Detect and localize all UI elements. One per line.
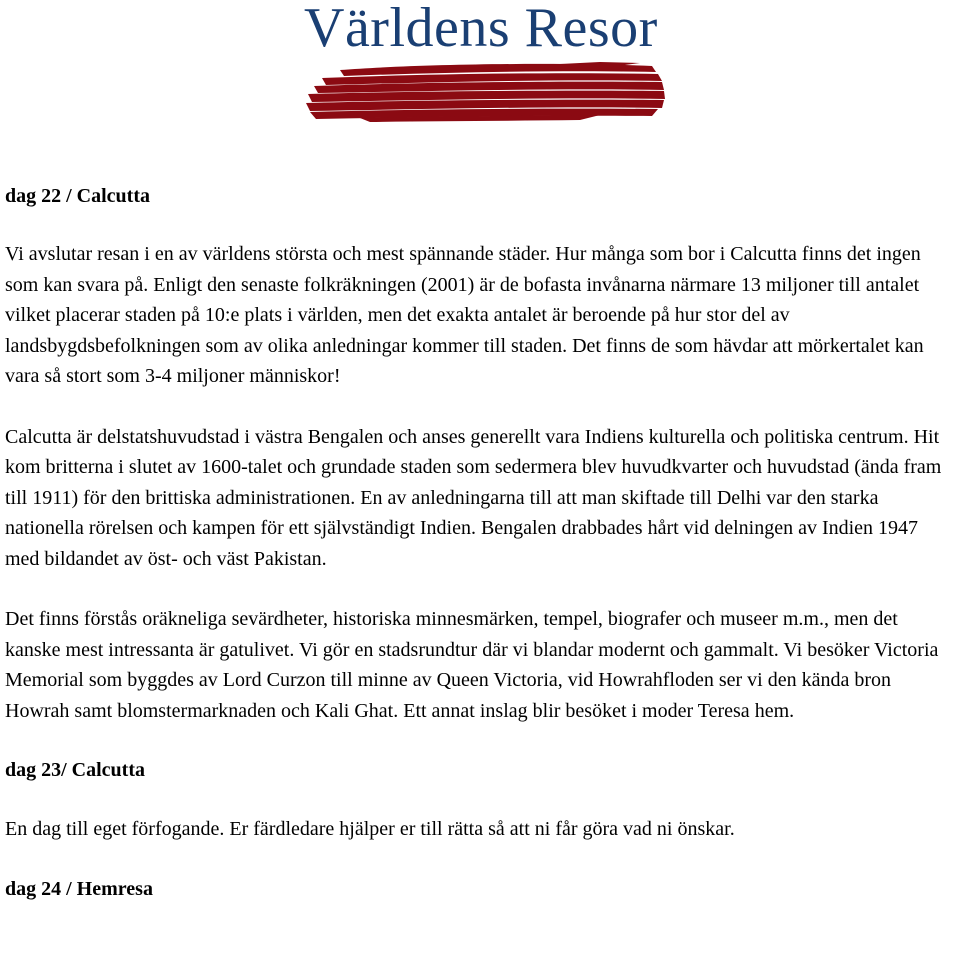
- brand-logo: [300, 0, 670, 125]
- brush-stroke-graphic: [300, 62, 670, 122]
- paragraph: Vi avslutar resan i en av världens största och mest spännande städer. Hur många som bor i Calcutta finns det ingen som kan svara på. Enligt den senaste folkräkningen (2001) är de bofasta invånarna närmare 13 miljoner till antalet vilket placerar staden på 10:e plats i världen, men det exakta antalet är beroende på hur stor del av landsbygdsbefolkningen som av olika anledningar kommer till staden. Det finns de som hävdar att mörkertalet kan vara så stort som 3-4 miljoner människor!: [5, 243, 924, 387]
- day-heading: dag 24 / Hemresa: [5, 877, 153, 900]
- day-heading: dag 23/ Calcutta: [5, 759, 145, 781]
- day-section: [5, 182, 957, 726]
- itinerary-content: [5, 182, 957, 904]
- day-section: [5, 756, 957, 845]
- paragraph: En dag till eget förfogande. Er färdledare hjälper er till rätta så att ni får göra vad ni önskar.: [5, 818, 735, 840]
- day-heading: dag 22 / Calcutta: [5, 185, 150, 207]
- day-section: [5, 875, 957, 904]
- paragraph: Det finns förstås oräkneliga sevärdheter, historiska minnesmärken, tempel, biografer och museer m.m., men det kanske mest intressanta är gatulivet. Vi gör en stadsrundtur där vi blandar modernt och gammalt. Vi besöker Victoria Memorial som byggdes av Lord Curzon till minne av Queen Victoria, vid Howrahfloden ser vi den kända bron Howrah samt blomstermarknaden och Kali Ghat. Ett annat inslag blir besöket i moder Teresa hem.: [5, 608, 939, 722]
- brand-name: Världens Resor: [304, 0, 658, 59]
- paragraph: Calcutta är delstatshuvudstad i västra Bengalen och anses generellt vara Indiens kulturella och politiska centrum. Hit kom britterna i slutet av 1600-talet och grundade staden som sedermera blev huvudkvarter och huvudstad (ända fram till 1911) för den brittiska administrationen. En av anledningarna till att man skiftade till Delhi var den starka nationella rörelsen och kampen för ett självständigt Indien. Bengalen drabbades hårt vid delningen av Indien 1947 med bildandet av öst- och väst Pakistan.: [5, 425, 942, 570]
